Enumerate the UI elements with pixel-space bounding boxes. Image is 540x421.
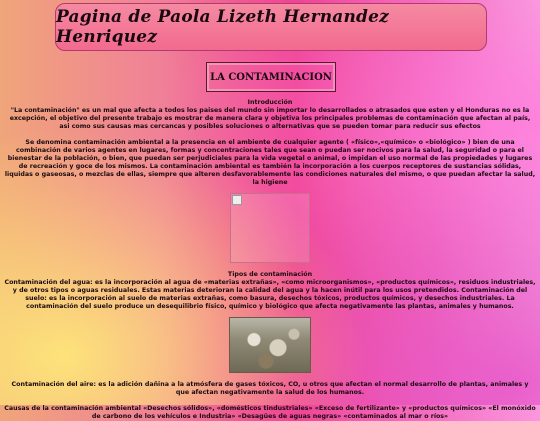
intro-heading: Introducción	[247, 99, 293, 106]
water-soil-text: Contaminación del agua: es la incorporación al agua de «materias extrañas», «como microorganismos», «productos químicos», residuos industriales, y de otros tipos o aguas residuales. Estas materias deterioran la calidad del agua y la hacen inútil para los usos pretendidos. Contaminación del suelo: es la incorporación al suelo de materias extrañas, como basura, desechos tóxicos, productos químicos, y desechos industriales. La contaminación del suelo produce un desequilibrio físico, químico y biológico que afecta negativamente las plantas, animales y humanos.	[4, 279, 536, 310]
page-title: Pagina de Paola Lizeth Hernandez Henriquez	[56, 7, 390, 47]
air-text: Contaminación del aire: es la adición dañina a la atmósfera de gases tóxicos, CO, u otros que afectan el normal desarrollo de plantas, animales y que afectan negativamente la salud de los humanos.	[11, 381, 529, 396]
section-title: LA CONTAMINACION	[210, 71, 332, 83]
definition-text: Se denomina contaminación ambiental a la presencia en el ambiente de cualquier agente ( «físico»,«químico» o «biológico» ) bien de una combinación de varios agentes en lugares, formas y concentraciones tales que sean o puedan ser nocivos para la salud, la seguridad o para el bienestar de la población, o bien, que puedan ser perjudiciales para la vida vegetal o animal, o impidan el uso normal de las propiedades y lugares de recreación y goce de los mismos. La contaminación ambiental es también la incorporación a los cuerpos receptores de sustancias sólidas, liquidas o gaseosas, o mezclas de ellas, siempre que alteren desfavorablemente las condiciones naturales del mismo, o que puedan afectar la salud, la higiene	[4, 139, 536, 186]
pollution-photo	[229, 317, 311, 373]
types-heading: Tipos de contaminación	[227, 271, 313, 278]
main-content	[4, 99, 536, 421]
page-header	[55, 3, 487, 51]
intro-text: "La contaminación" es un mal que afecta a todos los paises del mundo sin importar lo desarrollados o atrasados que esten y el Honduras no es la excepción, el objetivo del presente trabajo es mostrar de manera clara y objetiva los principales problemas de contaminación que afectan al país, asi como sus causas mas cercancas y posibles soluciones o alternativas que se pueden tomar para reducir sus efectos	[9, 107, 531, 130]
causes-text: Causas de la contaminación ambiental «Desechos sólidos», «domésticos tindustriales» «Exceso de fertilizante» y «productos químicos» «El monóxido de carbono de los vehículos e Industria» «Desagües de aguas negras» «contaminados al mar o ríos»	[4, 405, 536, 420]
section-title-box	[206, 62, 336, 92]
broken-image	[230, 193, 310, 263]
broken-image-icon	[232, 195, 242, 205]
